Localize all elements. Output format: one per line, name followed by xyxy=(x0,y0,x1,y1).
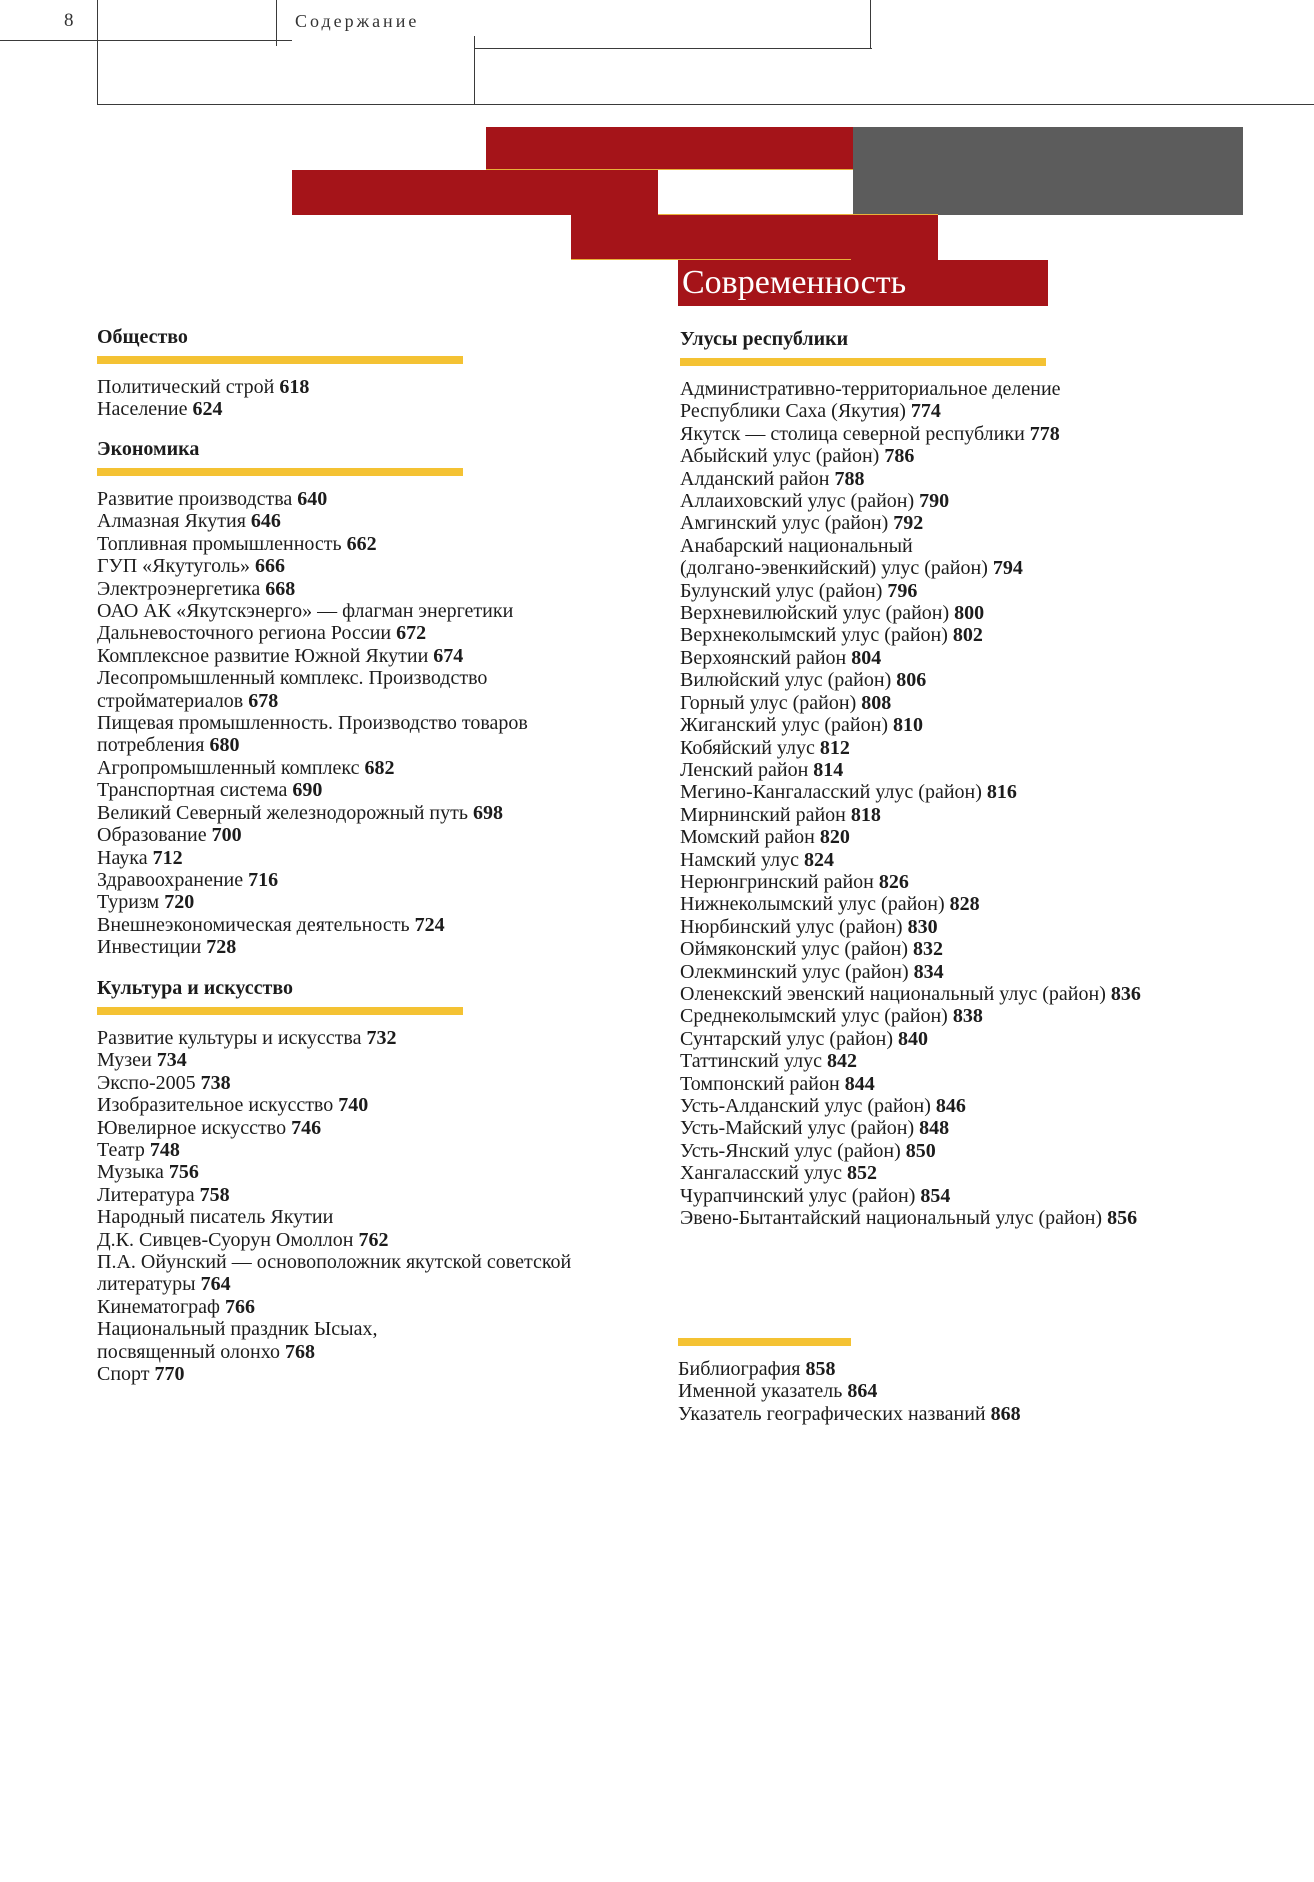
toc-entry-title: Томпонский район xyxy=(680,1072,840,1095)
toc-entry xyxy=(97,734,637,756)
toc-entry xyxy=(680,1185,1280,1207)
toc-entry-title: Развитие культуры и искусства xyxy=(97,1027,362,1049)
toc-entry-page: 672 xyxy=(396,622,427,645)
toc-entry-title: Оймяконский улус (район) xyxy=(680,938,908,961)
toc-entry xyxy=(680,893,1280,915)
toc-entry xyxy=(680,378,1280,400)
toc-entry xyxy=(680,826,1280,848)
toc-entry-title: Верхневилюйский улус (район) xyxy=(680,602,950,625)
toc-entry-title: Именной указатель xyxy=(678,1380,843,1403)
toc-entry xyxy=(97,1229,637,1251)
toc-entry-page: 810 xyxy=(893,714,923,737)
toc-entry-page: 836 xyxy=(1110,982,1141,1005)
header-rule-right-short xyxy=(870,0,871,48)
toc-entry-page: 842 xyxy=(826,1050,857,1073)
toc-entry-title: Агропромышленный комплекс xyxy=(97,756,360,779)
toc-entry-title: Музеи xyxy=(97,1049,152,1072)
toc-entry-page: 682 xyxy=(364,756,395,779)
toc-entry-title: Электроэнергетика xyxy=(97,577,261,600)
toc-entry-title: Лесопромышленный комплекс. Производство xyxy=(97,667,488,690)
toc-entry xyxy=(680,1050,1280,1072)
toc-entry-title: Абыйский улус (район) xyxy=(680,445,880,468)
toc-entry-title: Здравоохранение xyxy=(97,868,244,891)
toc-entry-page: 680 xyxy=(209,734,240,757)
toc-entry-page: 746 xyxy=(291,1116,322,1139)
toc-entry-page: 792 xyxy=(893,512,924,535)
toc-entry-title: Д.К. Сивцев-Суорун Омоллон xyxy=(97,1228,354,1251)
toc-entry-page: 624 xyxy=(192,398,223,421)
toc-entry-title: Чурапчинский улус (район) xyxy=(680,1184,916,1207)
toc-entry-title: Политический строй xyxy=(97,376,275,398)
toc-entry-title: (долгано-эвенкийский) улус (район) xyxy=(680,557,988,580)
toc-entry-title: Аллаиховский улус (район) xyxy=(680,490,915,513)
toc-entry xyxy=(97,1341,637,1363)
toc-entry-page: 796 xyxy=(887,579,918,602)
toc-entry-page: 774 xyxy=(910,400,941,423)
toc-entry-page: 770 xyxy=(154,1363,185,1386)
toc-entry-title: Библиография xyxy=(678,1358,801,1380)
page-number: 8 xyxy=(64,10,74,31)
toc-entry-page: 850 xyxy=(905,1139,936,1162)
toc-entry-page: 802 xyxy=(952,624,983,647)
toc-entry-page: 852 xyxy=(847,1162,877,1185)
toc-entry xyxy=(680,1095,1280,1117)
toc-entry-page: 868 xyxy=(990,1402,1021,1425)
yellow-rule xyxy=(678,1338,851,1346)
toc-entry-page: 840 xyxy=(898,1027,928,1050)
toc-entry-title: Алданский район xyxy=(680,467,830,490)
toc-entry-title: Жиганский улус (район) xyxy=(680,714,888,737)
toc-entry-page: 728 xyxy=(206,936,237,959)
toc-entry xyxy=(97,891,637,913)
toc-entry-title: Спорт xyxy=(97,1363,150,1386)
toc-entry xyxy=(97,779,637,801)
toc-entry-page: 768 xyxy=(284,1340,315,1363)
toc-entry-title: Усть-Майский улус (район) xyxy=(680,1117,915,1140)
toc-entry-page: 812 xyxy=(819,736,850,759)
toc-entry-title: Изобразительное искусство xyxy=(97,1094,334,1117)
toc-entry-page: 698 xyxy=(473,801,503,824)
toc-entry xyxy=(97,622,637,644)
toc-entry-page: 824 xyxy=(803,848,834,871)
toc-entry-page: 662 xyxy=(346,532,377,555)
toc-entry xyxy=(680,1207,1280,1229)
toc-entry-title: литературы xyxy=(97,1273,196,1296)
toc-entry xyxy=(97,1072,637,1094)
toc-entry-page: 854 xyxy=(920,1184,951,1207)
toc-entry-page: 844 xyxy=(844,1072,875,1095)
toc-list xyxy=(97,488,637,959)
section-heading: Экономика xyxy=(97,438,200,460)
toc-entry xyxy=(97,936,637,958)
toc-entry xyxy=(97,600,637,622)
toc-entry-page: 734 xyxy=(156,1049,187,1072)
toc-entry xyxy=(680,849,1280,871)
toc-entry xyxy=(680,1162,1280,1184)
toc-entry-title: Нюрбинский улус (район) xyxy=(680,915,903,938)
toc-entry-page: 668 xyxy=(265,577,296,600)
toc-entry-title: Туризм xyxy=(97,891,160,914)
toc-entry-title: Экспо-2005 xyxy=(97,1071,196,1094)
toc-entry xyxy=(97,1184,637,1206)
toc-entry-page: 818 xyxy=(850,803,881,826)
toc-entry-page: 820 xyxy=(819,826,850,849)
toc-entry-title: Развитие производства xyxy=(97,488,293,510)
toc-entry-title: Внешнеэкономическая деятельность xyxy=(97,913,415,936)
toc-entry xyxy=(680,1140,1280,1162)
toc-entry xyxy=(680,423,1280,445)
toc-entry-page: 766 xyxy=(225,1295,256,1318)
toc-entry-page: 832 xyxy=(913,938,943,961)
banner-gold-line-2 xyxy=(658,214,938,215)
toc-entry xyxy=(97,690,637,712)
toc-entry xyxy=(97,578,637,600)
toc-entry xyxy=(678,1403,1278,1425)
toc-section-economy xyxy=(97,438,637,959)
toc-entry xyxy=(680,714,1280,736)
toc-entry-page: 678 xyxy=(248,689,279,712)
toc-entry-title: Алмазная Якутия xyxy=(97,510,246,533)
toc-entry-page: 826 xyxy=(878,870,909,893)
toc-entry xyxy=(680,1005,1280,1027)
toc-entry-title: Якутск — столица северной республики xyxy=(680,422,1025,445)
toc-entry-page: 848 xyxy=(919,1117,950,1140)
toc-entry-page: 618 xyxy=(279,376,310,398)
header-rule-top xyxy=(0,40,292,41)
toc-entry xyxy=(97,824,637,846)
toc-entry-page: 720 xyxy=(164,891,195,914)
toc-entry xyxy=(680,916,1280,938)
toc-entry xyxy=(97,1363,637,1385)
toc-entry-page: 806 xyxy=(896,669,927,692)
toc-entry xyxy=(680,647,1280,669)
toc-entry xyxy=(97,802,637,824)
toc-entry xyxy=(680,580,1280,602)
banner-gold-line-1 xyxy=(486,169,853,170)
header-rule-mid-horizontal xyxy=(474,48,872,49)
toc-entry-title: Административно-территориальное деление xyxy=(680,378,1061,400)
toc-entry-title: Ленский район xyxy=(680,758,809,781)
toc-entry-page: 674 xyxy=(433,644,464,667)
toc-entry-page: 794 xyxy=(992,557,1023,580)
toc-entry-title: стройматериалов xyxy=(97,689,249,712)
header-rule-left-vertical xyxy=(97,0,98,104)
toc-entry xyxy=(97,645,637,667)
toc-entry-page: 732 xyxy=(366,1027,397,1049)
toc-entry xyxy=(680,1073,1280,1095)
toc-entry-title: Эвено-Бытантайский национальный улус (район) xyxy=(680,1207,1103,1230)
toc-entry-title: Театр xyxy=(97,1139,145,1162)
toc-entry-title: Булунский улус (район) xyxy=(680,579,883,602)
toc-entry xyxy=(680,602,1280,624)
toc-entry-page: 758 xyxy=(199,1183,230,1206)
toc-entry-title: Момский район xyxy=(680,826,815,849)
toc-entry-title: Олекминский улус (район) xyxy=(680,960,909,983)
yellow-rule xyxy=(97,356,463,364)
toc-entry xyxy=(97,1027,637,1049)
toc-entry-title: Верхоянский район xyxy=(680,646,847,669)
toc-entry-page: 640 xyxy=(297,488,328,510)
toc-entry-page: 804 xyxy=(851,646,882,669)
toc-entry xyxy=(680,938,1280,960)
toc-entry-title: Верхнеколымский улус (район) xyxy=(680,624,948,647)
yellow-rule xyxy=(97,468,463,476)
toc-entry xyxy=(97,1251,637,1273)
toc-entry-title: Кобяйский улус xyxy=(680,736,815,759)
toc-entry-title: Национальный праздник Ысыах, xyxy=(97,1318,378,1341)
toc-entry-page: 712 xyxy=(152,846,183,869)
toc-entry-page: 740 xyxy=(338,1094,369,1117)
toc-entry-page: 762 xyxy=(358,1228,389,1251)
toc-entry xyxy=(680,468,1280,490)
toc-entry xyxy=(680,669,1280,691)
section-heading: Культура и искусство xyxy=(97,977,294,999)
toc-entry xyxy=(680,1028,1280,1050)
toc-entry-title: Указатель географических названий xyxy=(678,1402,986,1425)
toc-entry-title: Республики Саха (Якутия) xyxy=(680,400,906,423)
toc-entry xyxy=(680,535,1280,557)
toc-entry-page: 738 xyxy=(200,1071,231,1094)
toc-entry-page: 666 xyxy=(254,555,285,578)
toc-entry-page: 838 xyxy=(952,1005,983,1028)
section-banner-title: Современность xyxy=(678,260,1048,306)
toc-entry xyxy=(97,712,637,734)
toc-entry xyxy=(680,400,1280,422)
toc-entry-page: 700 xyxy=(211,824,242,847)
toc-entry-title: ГУП «Якутуголь» xyxy=(97,555,250,578)
toc-entry xyxy=(97,1273,637,1295)
toc-entry xyxy=(680,781,1280,803)
toc-entry-title: Наука xyxy=(97,846,148,869)
toc-entry-page: 814 xyxy=(813,758,844,781)
toc-list xyxy=(680,378,1280,1229)
toc-entry xyxy=(97,533,637,555)
toc-entry-page: 790 xyxy=(919,490,950,513)
toc-entry xyxy=(680,490,1280,512)
toc-entry-page: 816 xyxy=(986,781,1017,804)
running-head: Содержание xyxy=(295,11,420,31)
toc-entry-title: Вилюйский улус (район) xyxy=(680,669,892,692)
toc-entry xyxy=(97,398,637,420)
toc-entry xyxy=(680,983,1280,1005)
toc-entry-title: Инвестиции xyxy=(97,936,202,959)
toc-entry-title: потребления xyxy=(97,734,205,757)
banner-red-block-top xyxy=(486,127,853,170)
toc-entry xyxy=(97,1161,637,1183)
toc-entry xyxy=(680,692,1280,714)
toc-entry-page: 858 xyxy=(805,1358,836,1380)
toc-entry-page: 830 xyxy=(907,915,938,938)
toc-entry-title: Хангаласский улус xyxy=(680,1162,842,1185)
toc-entry xyxy=(97,1296,637,1318)
toc-entry xyxy=(680,804,1280,826)
toc-entry xyxy=(97,1206,637,1228)
toc-entry-title: Образование xyxy=(97,824,207,847)
toc-entry-title: Усть-Алданский улус (район) xyxy=(680,1095,931,1117)
toc-entry-title: Анабарский национальный xyxy=(680,534,913,557)
toc-section-culture xyxy=(97,977,637,1386)
section-heading: Общество xyxy=(97,326,188,348)
header-rule-bottom xyxy=(97,104,1314,105)
toc-entry-page: 808 xyxy=(861,691,892,714)
toc-entry xyxy=(97,1049,637,1071)
toc-entry xyxy=(680,1117,1280,1139)
toc-entry-title: П.А. Ойунский — основоположник якутской советской xyxy=(97,1251,572,1274)
toc-entry xyxy=(97,1117,637,1139)
toc-entry-page: 846 xyxy=(935,1095,966,1117)
toc-entry-title: Сунтарский улус (район) xyxy=(680,1027,893,1050)
yellow-rule xyxy=(680,358,1046,366)
toc-entry-title: Нерюнгринский район xyxy=(680,870,874,893)
toc-entry-page: 834 xyxy=(913,960,944,983)
toc-entry xyxy=(680,737,1280,759)
header-rule-mid-vertical xyxy=(276,0,277,46)
toc-entry-page: 864 xyxy=(847,1380,878,1403)
toc-entry-title: Мирнинский район xyxy=(680,803,846,826)
toc-entry xyxy=(97,510,637,532)
toc-entry-page: 778 xyxy=(1029,422,1060,445)
section-heading: Улусы республики xyxy=(680,328,849,350)
toc-entry-page: 828 xyxy=(949,893,980,916)
toc-entry-title: Население xyxy=(97,398,188,421)
toc-entry-title: Дальневосточного региона России xyxy=(97,622,392,645)
toc-entry xyxy=(680,759,1280,781)
toc-entry-title: Литература xyxy=(97,1183,195,1206)
banner-grey-block xyxy=(853,127,1243,215)
toc-list xyxy=(97,1027,637,1386)
toc-entry-title: Великий Северный железнодорожный путь xyxy=(97,801,468,824)
toc-entry xyxy=(678,1380,1278,1402)
toc-entry-page: 800 xyxy=(954,602,985,625)
toc-entry-page: 748 xyxy=(149,1139,180,1162)
toc-entry-title: Горный улус (район) xyxy=(680,691,857,714)
toc-entry-title: Кинематограф xyxy=(97,1295,221,1318)
toc-entry-title: Нижнеколымский улус (район) xyxy=(680,893,945,916)
toc-entry-page: 716 xyxy=(248,868,279,891)
toc-entry xyxy=(680,512,1280,534)
toc-entry xyxy=(97,488,637,510)
toc-entry-title: Таттинский улус xyxy=(680,1050,822,1073)
toc-entry xyxy=(680,445,1280,467)
toc-section-society xyxy=(97,326,637,421)
toc-entry-title: Музыка xyxy=(97,1161,164,1184)
toc-entry xyxy=(97,914,637,936)
toc-section-appendix xyxy=(678,1338,1278,1425)
toc-entry xyxy=(97,1318,637,1340)
toc-entry-title: посвященный олонхо xyxy=(97,1340,280,1363)
toc-entry-title: Ювелирное искусство xyxy=(97,1116,287,1139)
toc-entry-title: Мегино-Кангаласский улус (район) xyxy=(680,781,982,804)
toc-entry xyxy=(678,1358,1278,1380)
toc-entry xyxy=(680,871,1280,893)
toc-list xyxy=(97,376,637,421)
toc-entry xyxy=(97,555,637,577)
toc-entry-title: Среднеколымский улус (район) xyxy=(680,1005,948,1028)
toc-entry xyxy=(680,624,1280,646)
toc-entry-title: Усть-Янский улус (район) xyxy=(680,1139,901,1162)
header-rule-right-vertical xyxy=(474,36,475,104)
toc-entry-title: Пищевая промышленность. Производство товаров xyxy=(97,712,528,735)
toc-entry-title: Транспортная система xyxy=(97,779,288,802)
toc-entry-title: Оленекский эвенский национальный улус (район) xyxy=(680,982,1106,1005)
toc-entry xyxy=(97,869,637,891)
toc-entry xyxy=(97,1094,637,1116)
toc-entry xyxy=(97,847,637,869)
toc-entry xyxy=(97,376,637,398)
toc-entry xyxy=(97,1139,637,1161)
toc-entry-page: 724 xyxy=(414,913,445,936)
toc-entry-page: 690 xyxy=(292,779,323,802)
toc-entry-title: ОАО АК «Якутскэнерго» — флагман энергетики xyxy=(97,600,514,623)
toc-entry xyxy=(680,557,1280,579)
toc-entry xyxy=(97,757,637,779)
toc-entry-title: Намский улус xyxy=(680,848,799,871)
toc-entry-page: 856 xyxy=(1107,1207,1138,1230)
toc-entry-page: 756 xyxy=(168,1161,199,1184)
toc-entry-page: 788 xyxy=(834,467,865,490)
banner-red-block-bottom xyxy=(571,215,938,260)
toc-entry-page: 786 xyxy=(884,445,915,468)
toc-entry-page: 646 xyxy=(250,510,281,533)
toc-entry-title: Амгинский улус (район) xyxy=(680,512,889,535)
toc-entry xyxy=(97,667,637,689)
toc-section-uluses xyxy=(680,328,1280,1229)
banner-red-block-left xyxy=(292,170,658,215)
toc-list xyxy=(678,1358,1278,1425)
toc-entry-title: Комплексное развитие Южной Якутии xyxy=(97,644,429,667)
toc-entry-title: Топливная промышленность xyxy=(97,532,342,555)
toc-entry-page: 764 xyxy=(200,1273,231,1296)
toc-entry xyxy=(680,961,1280,983)
yellow-rule xyxy=(97,1007,463,1015)
toc-entry-title: Народный писатель Якутии xyxy=(97,1206,334,1229)
